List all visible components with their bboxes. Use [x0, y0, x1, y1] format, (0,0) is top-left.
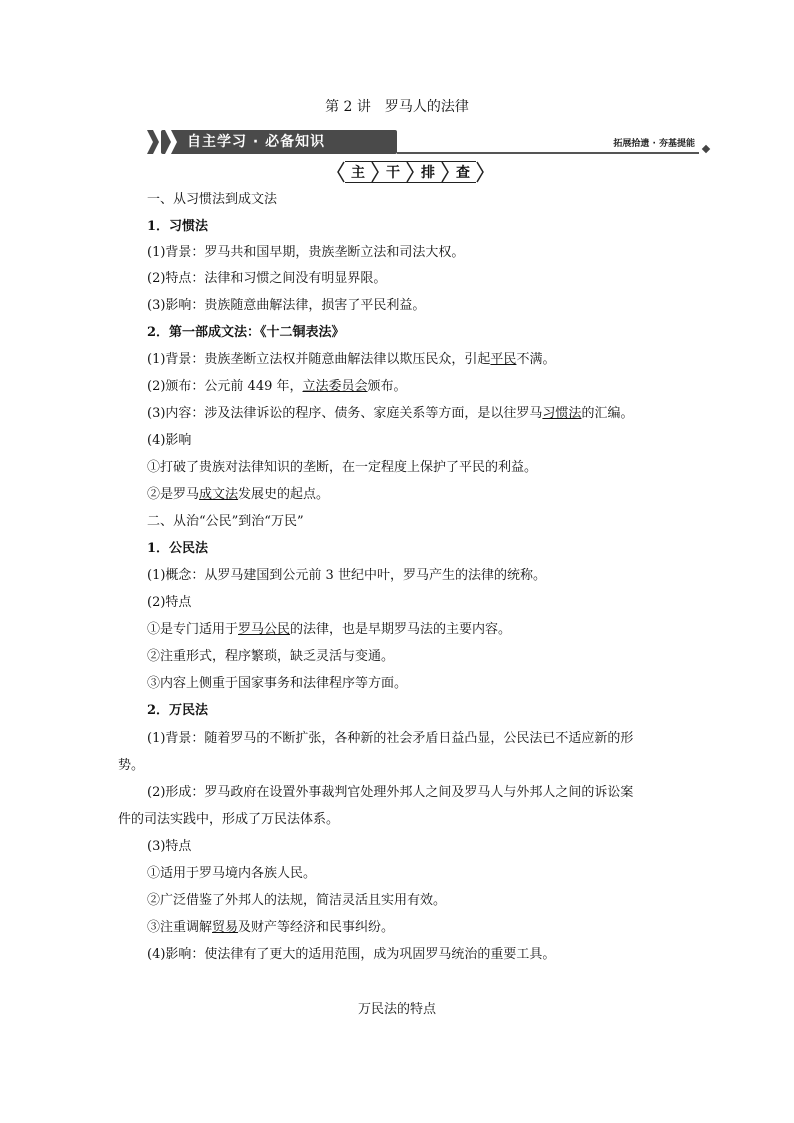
figure-caption: 万民法的特点: [357, 1002, 436, 1017]
paragraph: (2)特点：法律和习惯之间没有明显界限。: [147, 271, 387, 286]
banner-right-label: 拓展拾遗 · 夯基提能: [613, 139, 695, 149]
underlined-term: 成文法: [199, 487, 239, 502]
paragraph: (1)背景：罗马共和国早期，贵族垄断立法和司法大权。: [147, 245, 465, 260]
chevron-right-icon: [147, 130, 159, 154]
chevron-divider-icon: [371, 161, 380, 183]
section-banner: [147, 128, 713, 158]
paragraph-continuation: 件的司法实践中，形成了万民法体系。: [118, 812, 340, 827]
paragraph: (2)形成：罗马政府在设置外事裁判官处理外邦人之间及罗马人与外邦人之间的诉讼案: [147, 785, 634, 800]
section-heading: 一、从习惯法到成文法: [147, 192, 278, 207]
banner-rule: [397, 152, 699, 154]
sub-heading-char: 查: [456, 165, 470, 181]
subsection-heading: 2．万民法: [147, 703, 209, 718]
underlined-term: 贸易: [212, 920, 239, 935]
paragraph: (2)特点: [147, 595, 192, 610]
chevron-divider-icon: [441, 161, 450, 183]
paragraph-continuation: 势。: [118, 758, 145, 773]
paragraph: (2)颁布：公元前 449 年，立法委员会颁布。: [147, 379, 407, 394]
bracket-left-icon: [336, 161, 345, 183]
diamond-icon: [702, 145, 710, 153]
underlined-term: 罗马公民: [238, 622, 291, 637]
list-item: ②是罗马成文法发展史的起点。: [147, 487, 330, 502]
list-item: ①适用于罗马境内各族人民。: [147, 866, 317, 881]
list-item: ②广泛借鉴了外邦人的法规，简洁灵活且实用有效。: [147, 893, 447, 908]
paragraph: (3)内容：涉及法律诉讼的程序、债务、家庭关系等方面，是以往罗马习惯法的汇编。: [147, 406, 634, 421]
list-item: ①打破了贵族对法律知识的垄断，在一定程度上保护了平民的利益。: [147, 460, 538, 475]
sub-heading-char: 干: [386, 165, 400, 181]
sub-heading-char: 排: [421, 165, 435, 181]
subsection-heading: 1．习惯法: [147, 219, 209, 234]
underlined-term: 立法委员会: [302, 379, 368, 394]
list-item: ②注重形式，程序繁琐，缺乏灵活与变通。: [147, 649, 395, 664]
paragraph: (3)影响：贵族随意曲解法律，损害了平民利益。: [147, 298, 426, 313]
subsection-heading: 1．公民法: [147, 541, 209, 556]
chevron-divider-icon: [406, 161, 415, 183]
list-item: ①是专门适用于罗马公民的法律，也是早期罗马法的主要内容。: [147, 622, 512, 637]
subsection-heading: 2．第一部成文法：《十二铜表法》: [147, 325, 345, 340]
chevron-right-icon: [165, 130, 177, 154]
bracket-right-icon: [476, 161, 485, 183]
underlined-term: 平民: [490, 352, 517, 367]
section-heading: 二、从治“公民”到治“万民”: [147, 514, 304, 529]
paragraph: (1)背景：随着罗马的不断扩张，各种新的社会矛盾日益凸显，公民法已不适应新的形: [147, 731, 634, 746]
sub-heading: [336, 160, 485, 184]
page-title: 第 2 讲 罗马人的法律: [325, 99, 469, 115]
sub-heading-char: 主: [351, 165, 365, 181]
underlined-term: 习惯法: [542, 406, 582, 421]
list-item: ③内容上侧重于国家事务和法律程序等方面。: [147, 676, 408, 691]
banner-title: 自主学习 · 必备知识: [187, 134, 326, 150]
paragraph: (3)特点: [147, 839, 192, 854]
paragraph: (4)影响：使法律有了更大的适用范围，成为巩固罗马统治的重要工具。: [147, 947, 556, 962]
list-item: ③注重调解贸易及财产等经济和民事纠纷。: [147, 920, 395, 935]
paragraph: (1)概念：从罗马建国到公元前 3 世纪中叶，罗马产生的法律的统称。: [147, 568, 546, 583]
paragraph: (1)背景：贵族垄断立法权并随意曲解法律以欺压民众，引起平民不满。: [147, 352, 556, 367]
paragraph: (4)影响: [147, 433, 192, 448]
